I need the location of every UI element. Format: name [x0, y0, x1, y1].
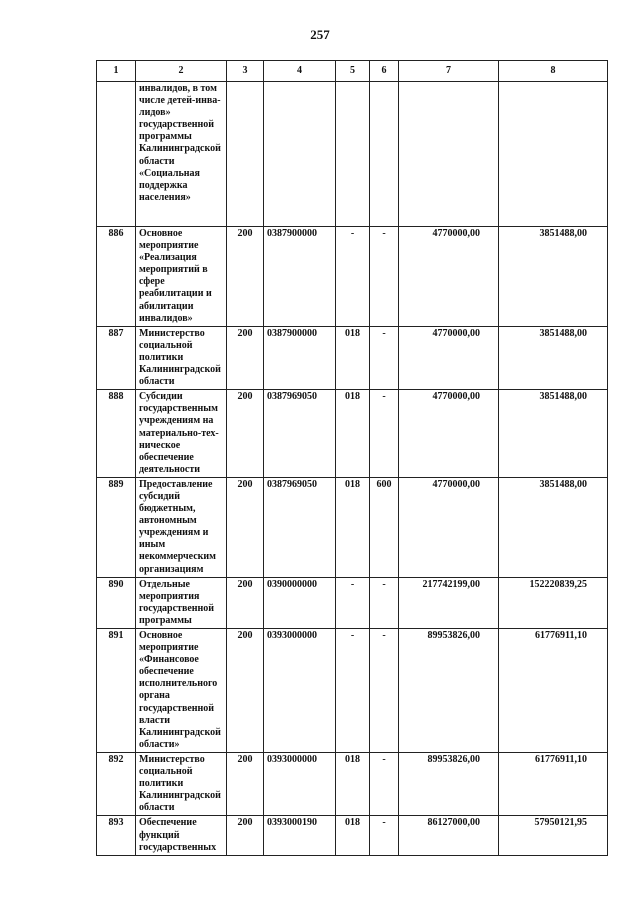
row-amount-executed: 3851488,00 [499, 326, 608, 389]
row-amount-planned: 89953826,00 [399, 752, 499, 815]
row-department: 018 [336, 816, 370, 855]
column-header: 1 [97, 61, 136, 82]
row-section: 200 [227, 629, 264, 753]
row-number: 893 [97, 816, 136, 855]
row-expense-type: - [370, 577, 399, 628]
row-expense-type: - [370, 816, 399, 855]
row-section [227, 82, 264, 227]
row-department: 018 [336, 390, 370, 478]
row-code: 0393000000 [264, 629, 336, 753]
row-department: - [336, 629, 370, 753]
row-name: Министерство социальной политики Калининградской области [136, 752, 227, 815]
column-header: 2 [136, 61, 227, 82]
row-code [264, 82, 336, 227]
row-amount-executed: 3851488,00 [499, 477, 608, 577]
row-number: 887 [97, 326, 136, 389]
row-code: 0393000190 [264, 816, 336, 855]
column-header: 6 [370, 61, 399, 82]
row-department: - [336, 227, 370, 327]
table-row [97, 326, 608, 389]
row-amount-planned: 4770000,00 [399, 477, 499, 577]
row-amount-executed [499, 82, 608, 227]
row-code: 0387969050 [264, 477, 336, 577]
row-amount-planned: 217742199,00 [399, 577, 499, 628]
row-section: 200 [227, 752, 264, 815]
row-amount-executed: 61776911,10 [499, 629, 608, 753]
row-amount-planned: 89953826,00 [399, 629, 499, 753]
row-section: 200 [227, 227, 264, 327]
row-expense-type: - [370, 390, 399, 478]
row-department: 018 [336, 752, 370, 815]
row-number: 888 [97, 390, 136, 478]
row-number: 892 [97, 752, 136, 815]
row-name: Предоставление субсидий бюджетным, автономным учреждениям и иным некоммерческим организациям [136, 477, 227, 577]
row-expense-type: - [370, 752, 399, 815]
budget-table [96, 60, 608, 856]
row-name: Субсидии государственным учреждениям на материально-тех-ническое обеспечение деятельности [136, 390, 227, 478]
table-row [97, 477, 608, 577]
column-header: 5 [336, 61, 370, 82]
table-row [97, 82, 608, 227]
row-name: Министерство социальной политики Калининградской области [136, 326, 227, 389]
table-row [97, 816, 608, 855]
row-number: 890 [97, 577, 136, 628]
row-name: Основное мероприятие «Финансовое обеспечение исполнительного органа государственной власти Калининградской области» [136, 629, 227, 753]
row-number: 891 [97, 629, 136, 753]
row-name: Основное мероприятие «Реализация мероприятий в сфере реабилитации и абилитации инвалидов» [136, 227, 227, 327]
row-expense-type: - [370, 227, 399, 327]
row-amount-planned: 4770000,00 [399, 390, 499, 478]
row-code: 0393000000 [264, 752, 336, 815]
row-section: 200 [227, 816, 264, 855]
table-row [97, 227, 608, 327]
row-expense-type: - [370, 629, 399, 753]
column-header: 4 [264, 61, 336, 82]
row-code: 0387900000 [264, 227, 336, 327]
row-department: 018 [336, 326, 370, 389]
column-header: 7 [399, 61, 499, 82]
table-header-row [97, 61, 608, 82]
column-header: 8 [499, 61, 608, 82]
table-row [97, 752, 608, 815]
row-department: - [336, 577, 370, 628]
row-department: 018 [336, 477, 370, 577]
row-code: 0387900000 [264, 326, 336, 389]
row-amount-executed: 61776911,10 [499, 752, 608, 815]
row-section: 200 [227, 390, 264, 478]
table-row [97, 390, 608, 478]
page-number: 257 [310, 27, 330, 42]
column-header: 3 [227, 61, 264, 82]
row-name: Отдельные мероприятия государственной программы [136, 577, 227, 628]
row-amount-planned: 4770000,00 [399, 326, 499, 389]
row-amount-executed: 152220839,25 [499, 577, 608, 628]
row-amount-planned: 4770000,00 [399, 227, 499, 327]
row-number: 886 [97, 227, 136, 327]
row-expense-type: - [370, 326, 399, 389]
row-section: 200 [227, 477, 264, 577]
row-name: Обеспечение функций государственных [136, 816, 227, 855]
row-amount-executed: 57950121,95 [499, 816, 608, 855]
row-code: 0387969050 [264, 390, 336, 478]
table-row [97, 629, 608, 753]
row-amount-planned [399, 82, 499, 227]
row-amount-executed: 3851488,00 [499, 227, 608, 327]
row-section: 200 [227, 577, 264, 628]
table-row [97, 577, 608, 628]
row-code: 0390000000 [264, 577, 336, 628]
row-amount-planned: 86127000,00 [399, 816, 499, 855]
row-expense-type [370, 82, 399, 227]
row-number: 889 [97, 477, 136, 577]
row-expense-type: 600 [370, 477, 399, 577]
row-name: инвалидов, в том числе детей-инва-лидов» государственной программы Калининградской области «Социальная поддержка населения» [136, 82, 227, 227]
row-section: 200 [227, 326, 264, 389]
row-number [97, 82, 136, 227]
row-department [336, 82, 370, 227]
row-amount-executed: 3851488,00 [499, 390, 608, 478]
